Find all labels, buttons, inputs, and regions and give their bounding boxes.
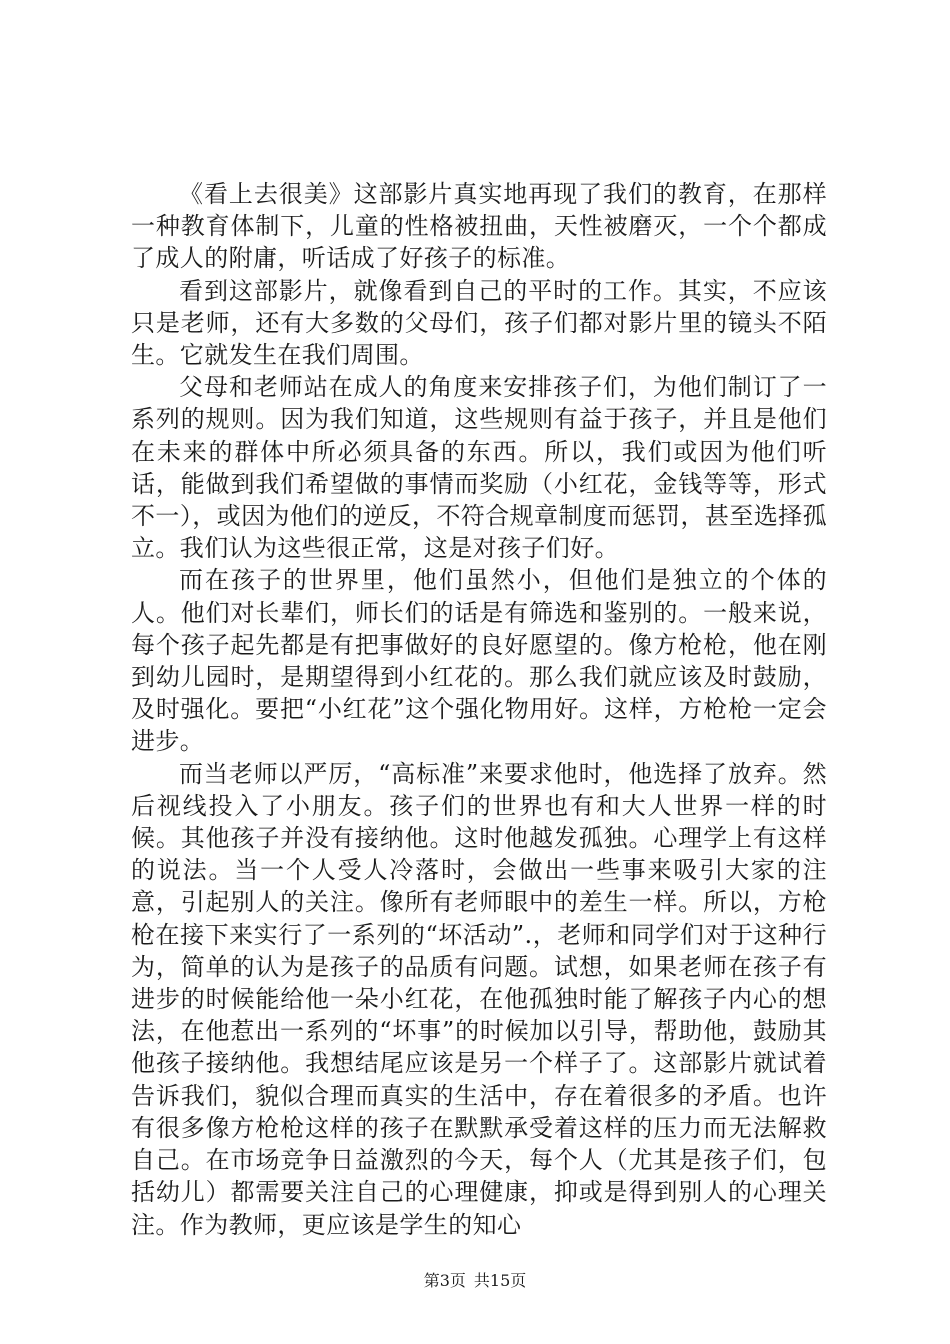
paragraph-3: 父母和老师站在成人的角度来安排孩子们，为他们制订了一系列的规则。因为我们知道，这些规则有益于孩子，并且是他们在未来的群体中所必须具备的东西。所以，我们或因为他们听话，能做到我们希望做的事情而奖励（小红花，金钱等等，形式不一），或因为他们的逆反，不符合规章制度而惩罚，甚至选择孤立。我们认为这些很正常，这是对孩子们好。 bbox=[131, 373, 827, 563]
document-body bbox=[131, 178, 827, 1241]
paragraph-5: 而当老师以严厉，“高标准”来要求他时，他选择了放弃。然后视线投入了小朋友。孩子们的世界也有和大人世界一样的时候。其他孩子并没有接纳他。这时他越发孤独。心理学上有这样的说法。当一个人受人冷落时，会做出一些事来吸引大家的注意，引起别人的关注。像所有老师眼中的差生一样。所以，方枪枪在接下来实行了一系列的“坏活动”.，老师和同学们对于这种行为，简单的认为是孩子的品质有问题。试想，如果老师在孩子有进步的时候能给他一朵小红花，在他孤独时能了解孩子内心的想法，在他惹出一系列的“坏事”的时候加以引导，帮助他，鼓励其他孩子接纳他。我想结尾应该是另一个样子了。这部影片就试着告诉我们，貌似合理而真实的生活中，存在着很多的矛盾。也许有很多像方枪枪这样的孩子在默默承受着这样的压力而无法解救自己。在市场竞争日益激烈的今天，每个人（尤其是孩子们，包括幼儿）都需要关注自己的心理健康，抑或是得到别人的心理关注。作为教师，更应该是学生的知心 bbox=[131, 759, 827, 1239]
page-total: 共15页 bbox=[473, 1271, 527, 1290]
paragraph-4: 而在孩子的世界里，他们虽然小，但他们是独立的个体的人。他们对长辈们，师长们的话是有筛选和鉴别的。一般来说，每个孩子起先都是有把事做好的良好愿望的。像方枪枪，他在刚到幼儿园时，是期望得到小红花的。那么我们就应该及时鼓励，及时强化。要把“小红花”这个强化物用好。这样，方枪枪一定会进步。 bbox=[131, 566, 827, 756]
page-footer bbox=[0, 1271, 950, 1291]
paragraph-2: 看到这部影片，就像看到自己的平时的工作。其实，不应该只是老师，还有大多数的父母们，孩子们都对影片里的镜头不陌生。它就发生在我们周围。 bbox=[131, 276, 827, 370]
paragraph-1: 《看上去很美》这部影片真实地再现了我们的教育，在那样一种教育体制下，儿童的性格被扭曲，天性被磨灭，一个个都成了成人的附庸，听话成了好孩子的标准。 bbox=[131, 180, 827, 273]
page-number: 第3页 bbox=[423, 1271, 466, 1290]
